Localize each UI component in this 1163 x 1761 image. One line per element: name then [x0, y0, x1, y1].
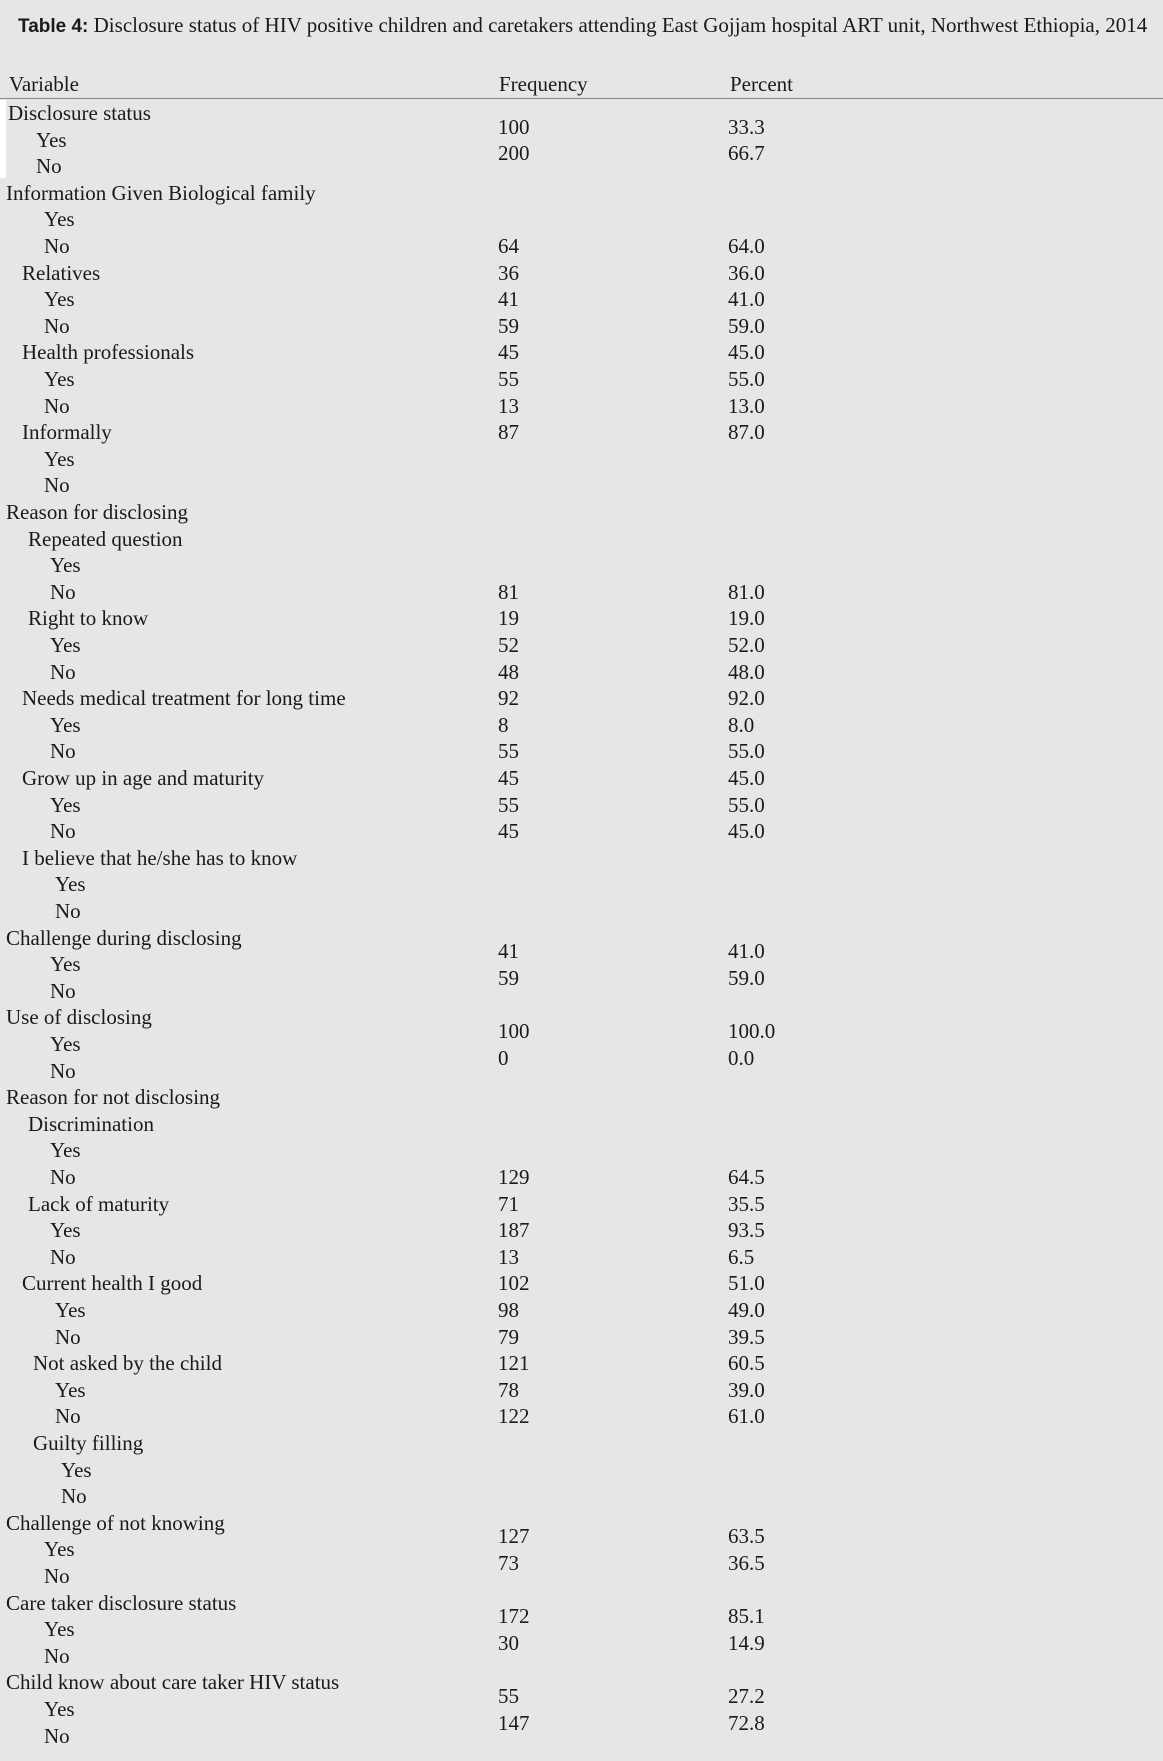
row-percent: 63.5: [728, 1524, 765, 1549]
row-label: Current health I good: [22, 1271, 203, 1296]
row-label: Yes: [50, 553, 81, 578]
table-row: [0, 1510, 1163, 1536]
table-row: [0, 1604, 1163, 1642]
table-row: [0, 792, 1163, 818]
row-frequency: 13: [498, 393, 519, 418]
table-row: [0, 1350, 1163, 1376]
row-frequency: 102: [498, 1271, 530, 1296]
table-row: [0, 1403, 1163, 1429]
row-frequency: 187: [498, 1218, 530, 1243]
row-frequency: 55: [498, 739, 519, 764]
row-frequency: 100: [498, 114, 530, 139]
row-frequency: 45: [498, 766, 519, 790]
table-row: [0, 1045, 1163, 1084]
table-row: [0, 898, 1163, 924]
row-label: No: [61, 1484, 87, 1509]
row-percent: 93.5: [728, 1218, 765, 1243]
row-label: Lack of maturity: [28, 1191, 170, 1216]
row-label: Challenge during disclosing: [6, 925, 242, 950]
row-percent: 60.5: [728, 1351, 765, 1376]
row-label: Yes: [50, 633, 81, 657]
row-label: Yes: [44, 1537, 75, 1562]
table-row: [0, 1111, 1163, 1137]
table-row: [0, 1191, 1163, 1217]
row-label: Health professionals: [22, 340, 195, 365]
table-row: [0, 579, 1163, 605]
table-row: [0, 818, 1163, 844]
table-row: [0, 1019, 1163, 1057]
row-percent: 41.0: [728, 287, 765, 312]
row-percent: 72.8: [728, 1710, 765, 1735]
table-row: [0, 1244, 1163, 1270]
row-label: No: [44, 393, 70, 418]
row-frequency: 55: [498, 1684, 519, 1708]
table-row: [0, 632, 1163, 658]
row-percent: 39.5: [728, 1324, 765, 1349]
row-percent: 64.0: [728, 234, 765, 258]
table-row: [0, 1684, 1163, 1722]
row-frequency: 71: [498, 1191, 519, 1216]
row-frequency: 45: [498, 340, 519, 365]
table-row: [0, 1710, 1163, 1749]
row-frequency: 100: [498, 1019, 530, 1043]
row-percent: 36.0: [728, 260, 765, 285]
table-row: [0, 1669, 1163, 1695]
row-label: Yes: [55, 872, 86, 897]
row-percent: 64.5: [728, 1165, 765, 1189]
table-row: [0, 605, 1163, 631]
row-percent: 35.5: [728, 1191, 765, 1216]
row-label: No: [50, 1244, 76, 1269]
table-row: [0, 1270, 1163, 1296]
row-percent: 52.0: [728, 633, 765, 657]
row-percent: 59.0: [728, 313, 765, 338]
table-row: [0, 206, 1163, 232]
table-row: [0, 526, 1163, 552]
table-row: [0, 313, 1163, 339]
row-label: No: [44, 473, 70, 498]
table-row: [0, 1324, 1163, 1350]
row-label: No: [44, 234, 70, 258]
row-frequency: 122: [498, 1404, 530, 1429]
row-label: No: [50, 579, 76, 604]
row-label: No: [44, 1564, 70, 1588]
table-row: [0, 1551, 1163, 1589]
row-label: Discrimination: [28, 1111, 154, 1136]
header-variable: Variable: [9, 72, 79, 96]
row-label: Repeated question: [28, 526, 183, 551]
row-label: Yes: [50, 712, 81, 737]
row-label: Reason for not disclosing: [6, 1085, 221, 1110]
row-frequency: 55: [498, 792, 519, 817]
row-percent: 55.0: [728, 739, 765, 764]
table-row: [0, 712, 1163, 738]
table-row: [0, 659, 1163, 685]
row-percent: 13.0: [728, 393, 765, 418]
table-row: [0, 1590, 1163, 1616]
row-label: No: [50, 978, 76, 1003]
table-row: [0, 446, 1163, 472]
header-percent: Percent: [730, 72, 793, 96]
row-percent: 8.0: [728, 712, 755, 737]
table-caption: [18, 12, 1153, 40]
row-label: No: [50, 1058, 76, 1083]
row-percent: 36.5: [728, 1551, 765, 1575]
row-frequency: 45: [498, 819, 519, 844]
table-row: [0, 845, 1163, 871]
row-percent: 61.0: [728, 1404, 765, 1429]
table-row: [0, 552, 1163, 578]
row-label: Yes: [36, 127, 67, 152]
table-row: [0, 965, 1163, 1004]
row-label: No: [50, 739, 76, 764]
row-frequency: 48: [498, 659, 519, 684]
row-label: Reason for disclosing: [6, 500, 188, 524]
row-percent: 55.0: [728, 792, 765, 817]
row-percent: 27.2: [728, 1684, 765, 1708]
row-label: No: [44, 313, 70, 338]
caption-text: Disclosure status of HIV positive children and caretakers attending East Gojjam hospital ART unit, Northwest Ethiopia, 2014: [88, 13, 1148, 37]
row-label: Yes: [44, 207, 75, 232]
table-row: [0, 738, 1163, 764]
row-frequency: 78: [498, 1377, 519, 1402]
row-frequency: 92: [498, 686, 519, 711]
row-label: Informally: [22, 420, 112, 445]
table-row: [0, 1297, 1163, 1323]
row-percent: 19.0: [728, 606, 765, 631]
row-frequency: 81: [498, 579, 519, 604]
row-frequency: 8: [498, 712, 509, 737]
table-row: [0, 339, 1163, 365]
row-frequency: 41: [498, 287, 519, 312]
table-row: [0, 499, 1163, 525]
row-label: Grow up in age and maturity: [22, 766, 265, 790]
row-percent: 0.0: [728, 1045, 755, 1070]
row-label: Challenge of not knowing: [6, 1510, 225, 1535]
row-label: No: [50, 659, 76, 684]
row-percent: 49.0: [728, 1298, 765, 1322]
table-row: [0, 1630, 1163, 1669]
table-row: [0, 180, 1163, 206]
row-label: Disclosure status: [8, 101, 151, 125]
row-label: Right to know: [28, 606, 149, 631]
row-label: Yes: [50, 952, 81, 977]
row-percent: 45.0: [728, 819, 765, 844]
header-frequency: Frequency: [499, 72, 588, 96]
row-frequency: 200: [498, 141, 530, 166]
table-row: [0, 1524, 1163, 1562]
row-frequency: 87: [498, 420, 519, 445]
row-label: Yes: [44, 287, 75, 312]
table-row: [0, 141, 1163, 179]
row-label: Yes: [55, 1298, 86, 1322]
row-percent: 59.0: [728, 965, 765, 990]
row-frequency: 64: [498, 234, 519, 258]
row-frequency: 127: [498, 1524, 530, 1549]
row-label: I believe that he/she has to know: [22, 845, 298, 870]
table-row: [0, 925, 1163, 951]
row-label: Yes: [50, 1218, 81, 1243]
row-frequency: 55: [498, 367, 519, 391]
row-label: Yes: [50, 792, 81, 817]
row-label: Information Given Biological family: [6, 180, 316, 205]
table-row: [0, 871, 1163, 897]
row-frequency: 129: [498, 1165, 530, 1189]
row-percent: 45.0: [728, 340, 765, 365]
row-percent: 92.0: [728, 686, 765, 711]
row-frequency: 59: [498, 313, 519, 338]
row-label: Yes: [44, 446, 75, 471]
row-frequency: 98: [498, 1298, 519, 1322]
row-label: Yes: [50, 1032, 81, 1056]
row-frequency: 121: [498, 1351, 530, 1376]
row-label: Use of disclosing: [6, 1005, 152, 1030]
row-label: Yes: [44, 1617, 75, 1642]
row-percent: 81.0: [728, 579, 765, 604]
row-label: Yes: [44, 367, 75, 391]
table-row: [0, 100, 1163, 126]
row-frequency: 30: [498, 1630, 519, 1655]
row-frequency: 0: [498, 1045, 509, 1070]
row-percent: 6.5: [728, 1244, 755, 1269]
row-percent: 48.0: [728, 659, 765, 684]
table-row: [0, 1430, 1163, 1456]
table-row: [0, 1004, 1163, 1030]
table-row: [0, 260, 1163, 286]
table-row: [0, 233, 1163, 259]
table-row: [0, 1137, 1163, 1163]
table-row: [0, 1377, 1163, 1403]
row-label: Not asked by the child: [33, 1351, 222, 1376]
table-row: [0, 472, 1163, 498]
row-label: Guilty filling: [33, 1431, 144, 1455]
table-row: [0, 366, 1163, 392]
table-row: [0, 1084, 1163, 1110]
row-label: No: [50, 819, 76, 844]
table-row: [0, 286, 1163, 312]
row-label: Yes: [55, 1377, 86, 1402]
row-label: No: [36, 154, 62, 179]
row-frequency: 41: [498, 939, 519, 964]
table-row: [0, 939, 1163, 977]
row-label: Care taker disclosure status: [6, 1590, 237, 1615]
row-percent: 51.0: [728, 1271, 765, 1296]
table-header: [0, 70, 1163, 99]
row-frequency: 79: [498, 1324, 519, 1349]
table-row: [0, 393, 1163, 419]
row-label: No: [55, 899, 81, 923]
table-row: [0, 419, 1163, 445]
row-frequency: 172: [498, 1604, 530, 1629]
row-percent: 100.0: [728, 1019, 776, 1043]
row-frequency: 52: [498, 633, 519, 657]
row-label: No: [50, 1165, 76, 1189]
row-percent: 33.3: [728, 114, 765, 139]
row-percent: 14.9: [728, 1630, 765, 1655]
row-frequency: 13: [498, 1244, 519, 1269]
table-row: [0, 1164, 1163, 1190]
caption-label: Table 4:: [18, 16, 89, 37]
row-percent: 85.1: [728, 1604, 765, 1629]
table-row: [0, 1217, 1163, 1243]
row-label: Yes: [61, 1457, 92, 1482]
row-label: No: [55, 1404, 81, 1429]
row-frequency: 19: [498, 606, 519, 631]
row-label: No: [44, 1723, 70, 1748]
row-label: Yes: [50, 1138, 81, 1163]
table-row: [0, 1457, 1163, 1483]
row-percent: 45.0: [728, 766, 765, 790]
row-frequency: 36: [498, 260, 519, 285]
table-row: [0, 114, 1163, 153]
row-percent: 66.7: [728, 141, 765, 166]
row-label: Child know about care taker HIV status: [6, 1670, 340, 1695]
row-frequency: 59: [498, 965, 519, 990]
row-label: No: [55, 1324, 81, 1349]
table-row: [0, 765, 1163, 791]
row-label: Relatives: [22, 260, 101, 285]
row-percent: 41.0: [728, 939, 765, 964]
row-frequency: 147: [498, 1710, 530, 1735]
row-percent: 87.0: [728, 420, 765, 445]
table-row: [0, 1483, 1163, 1509]
row-label: Needs medical treatment for long time: [22, 686, 346, 711]
row-percent: 55.0: [728, 367, 765, 391]
row-label: No: [44, 1643, 70, 1668]
table-row: [0, 685, 1163, 711]
row-frequency: 73: [498, 1551, 519, 1575]
row-percent: 39.0: [728, 1377, 765, 1402]
row-label: Yes: [44, 1697, 75, 1721]
